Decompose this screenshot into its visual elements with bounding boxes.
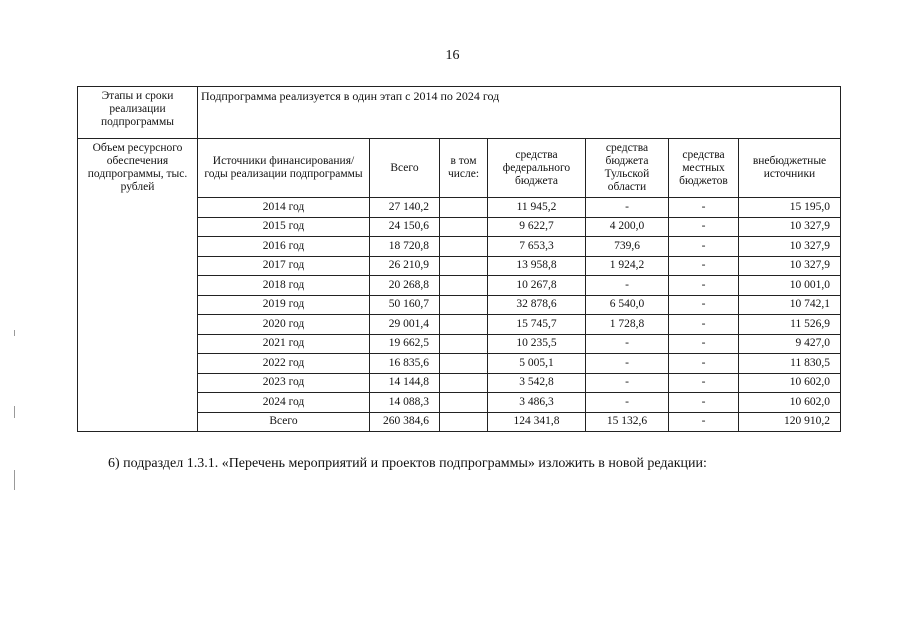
cell-federal: 15 745,7	[488, 315, 586, 335]
cell-local: -	[669, 276, 739, 296]
table-body	[78, 87, 841, 432]
cell-extra: 15 195,0	[739, 198, 841, 218]
cell-extra: 10 602,0	[739, 393, 841, 413]
cell-total: 27 140,2	[370, 198, 440, 218]
cell-total: 19 662,5	[370, 334, 440, 354]
cell-regional: -	[586, 198, 669, 218]
page-number: 16	[445, 48, 460, 63]
cell-extra: 10 327,9	[739, 256, 841, 276]
col-header-regional: средства бюджета Тульской области	[586, 139, 669, 198]
cell-including	[440, 315, 488, 335]
cell-extra: 120 910,2	[739, 412, 841, 432]
col-header-including: в том числе:	[440, 139, 488, 198]
stage-row	[78, 87, 841, 139]
cell-regional: 1 728,8	[586, 315, 669, 335]
cell-including	[440, 393, 488, 413]
cell-regional: 6 540,0	[586, 295, 669, 315]
cell-regional: -	[586, 334, 669, 354]
margin-mark	[14, 406, 15, 418]
cell-total: 29 001,4	[370, 315, 440, 335]
cell-including	[440, 198, 488, 218]
stage-text: Подпрограмма реализуется в один этап с 2014 по 2024 год	[198, 87, 841, 139]
cell-including	[440, 256, 488, 276]
cell-total: 18 720,8	[370, 237, 440, 257]
cell-regional: -	[586, 276, 669, 296]
cell-local: -	[669, 373, 739, 393]
cell-extra: 11 830,5	[739, 354, 841, 374]
cell-extra: 10 742,1	[739, 295, 841, 315]
cell-total: 20 268,8	[370, 276, 440, 296]
cell-regional: -	[586, 373, 669, 393]
cell-total: 26 210,9	[370, 256, 440, 276]
cell-year: 2018 год	[198, 276, 370, 296]
cell-local: -	[669, 315, 739, 335]
cell-year: 2014 год	[198, 198, 370, 218]
cell-local: -	[669, 334, 739, 354]
header-row	[78, 139, 841, 198]
cell-year: 2016 год	[198, 237, 370, 257]
cell-federal: 3 486,3	[488, 393, 586, 413]
cell-year: 2017 год	[198, 256, 370, 276]
cell-local: -	[669, 295, 739, 315]
cell-year: Всего	[198, 412, 370, 432]
col-header-federal: средства федерального бюджета	[488, 139, 586, 198]
col-header-total: Всего	[370, 139, 440, 198]
cell-federal: 32 878,6	[488, 295, 586, 315]
stage-label: Этапы и сроки реализации подпрограммы	[78, 87, 198, 139]
cell-federal: 7 653,3	[488, 237, 586, 257]
cell-local: -	[669, 393, 739, 413]
col-header-local: средства местных бюджетов	[669, 139, 739, 198]
cell-year: 2022 год	[198, 354, 370, 374]
cell-total: 14 144,8	[370, 373, 440, 393]
cell-year: 2020 год	[198, 315, 370, 335]
cell-total: 16 835,6	[370, 354, 440, 374]
cell-local: -	[669, 354, 739, 374]
cell-including	[440, 295, 488, 315]
cell-regional: 1 924,2	[586, 256, 669, 276]
col-header-source: Источники финансирования/ годы реализации подпрограммы	[198, 139, 370, 198]
cell-local: -	[669, 217, 739, 237]
cell-local: -	[669, 198, 739, 218]
cell-local: -	[669, 237, 739, 257]
cell-year: 2024 год	[198, 393, 370, 413]
cell-regional: -	[586, 393, 669, 413]
cell-extra: 9 427,0	[739, 334, 841, 354]
cell-federal: 9 622,7	[488, 217, 586, 237]
cell-including	[440, 237, 488, 257]
footer-instruction: 6) подраздел 1.3.1. «Перечень мероприятий и проектов подпрограммы» изложить в новой редакции:	[108, 456, 707, 471]
cell-federal: 10 267,8	[488, 276, 586, 296]
cell-extra: 10 001,0	[739, 276, 841, 296]
cell-regional: 739,6	[586, 237, 669, 257]
cell-including	[440, 412, 488, 432]
cell-extra: 11 526,9	[739, 315, 841, 335]
cell-federal: 3 542,8	[488, 373, 586, 393]
cell-including	[440, 334, 488, 354]
cell-extra: 10 602,0	[739, 373, 841, 393]
cell-extra: 10 327,9	[739, 217, 841, 237]
cell-extra: 10 327,9	[739, 237, 841, 257]
cell-year: 2023 год	[198, 373, 370, 393]
cell-local: -	[669, 256, 739, 276]
cell-federal: 5 005,1	[488, 354, 586, 374]
subprogram-passport-table	[77, 86, 841, 432]
margin-mark	[14, 330, 15, 336]
col-header-extra: внебюджетные источники	[739, 139, 841, 198]
cell-federal: 10 235,5	[488, 334, 586, 354]
cell-regional: 15 132,6	[586, 412, 669, 432]
cell-total: 24 150,6	[370, 217, 440, 237]
margin-mark	[14, 470, 15, 490]
cell-federal: 124 341,8	[488, 412, 586, 432]
cell-local: -	[669, 412, 739, 432]
cell-total: 14 088,3	[370, 393, 440, 413]
cell-including	[440, 217, 488, 237]
volume-label: Объем ресурсного обеспечения подпрограммы, тыс. рублей	[78, 139, 198, 432]
cell-regional: 4 200,0	[586, 217, 669, 237]
cell-federal: 11 945,2	[488, 198, 586, 218]
cell-year: 2019 год	[198, 295, 370, 315]
cell-regional: -	[586, 354, 669, 374]
cell-including	[440, 354, 488, 374]
cell-year: 2021 год	[198, 334, 370, 354]
cell-federal: 13 958,8	[488, 256, 586, 276]
cell-including	[440, 276, 488, 296]
cell-total: 260 384,6	[370, 412, 440, 432]
cell-year: 2015 год	[198, 217, 370, 237]
cell-total: 50 160,7	[370, 295, 440, 315]
cell-including	[440, 373, 488, 393]
